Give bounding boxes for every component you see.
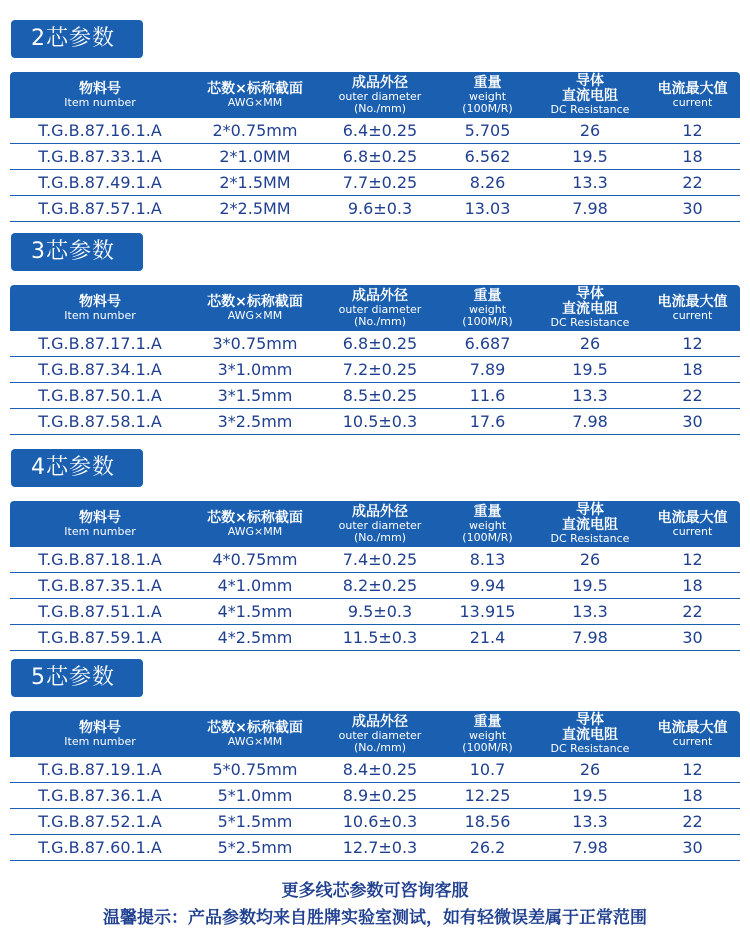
table-cell: 13.03 (464, 199, 511, 218)
table-cell: 3*1.5mm (217, 386, 293, 405)
table-cell: 13.915 (459, 602, 516, 621)
column-header (440, 501, 535, 547)
spec-table (10, 501, 740, 651)
table-cell: 9.94 (469, 576, 506, 595)
table-cell: 26 (579, 760, 601, 779)
column-header-en: AWG×MM (227, 95, 283, 109)
table-row (10, 196, 740, 222)
column-header (10, 501, 190, 547)
column-header-en: AWG×MM (227, 308, 283, 322)
column-header-zh: 重量 (473, 503, 502, 520)
section-title: 3芯参数 (11, 233, 143, 271)
column-header (645, 711, 740, 757)
table-cell: 22 (682, 602, 703, 621)
table-cell: 6.687 (464, 334, 511, 353)
column-header-en2: (No./mm) (354, 740, 406, 754)
table-row (10, 809, 740, 835)
table-cell: 2*1.5MM (219, 173, 291, 192)
column-header (440, 711, 535, 757)
table-cell: T.G.B.87.17.1.A (38, 334, 162, 353)
column-header (320, 72, 440, 118)
column-header-zh: 重量 (473, 287, 502, 304)
column-header-zh: 物料号 (79, 719, 121, 736)
column-header-en: outer diameter (338, 728, 422, 742)
column-header-en: current (672, 308, 713, 322)
table-cell: T.G.B.87.16.1.A (38, 121, 162, 140)
table-cell: 22 (682, 812, 703, 831)
table-cell: T.G.B.87.49.1.A (38, 173, 162, 192)
column-header-zh: 物料号 (79, 509, 121, 526)
column-header (190, 72, 320, 118)
column-header-zh: 成品外径 (352, 287, 408, 304)
column-header-zh: 成品外径 (352, 74, 408, 91)
table-cell: 30 (682, 838, 703, 857)
column-header-en2: (No./mm) (354, 101, 406, 115)
column-header (320, 711, 440, 757)
table-row (10, 835, 740, 861)
table-cell: 21.4 (469, 628, 506, 647)
table-cell: 18 (682, 786, 703, 805)
table-header (10, 285, 740, 331)
column-header-zh: 导体 (576, 712, 604, 728)
column-header-en2: (No./mm) (354, 314, 406, 328)
table-cell: 18 (682, 360, 703, 379)
table-header (10, 501, 740, 547)
column-header-zh: 导体 (576, 286, 604, 302)
footer-line-1: 更多线芯参数可咨询客服 (281, 881, 469, 901)
column-header (535, 285, 645, 331)
table-cell: 7.2±0.25 (342, 360, 418, 379)
table-cell: 3*2.5mm (217, 412, 293, 431)
table-cell: 19.5 (572, 786, 608, 805)
spec-table (10, 711, 740, 861)
table-cell: 9.6±0.3 (347, 199, 413, 218)
column-header-en: Item number (64, 734, 136, 748)
table-cell: 26 (579, 334, 601, 353)
table-cell: 7.89 (469, 360, 506, 379)
table-cell: 4*0.75mm (212, 550, 298, 569)
column-header (190, 711, 320, 757)
table-cell: 2*2.5MM (219, 199, 291, 218)
table-row (10, 409, 740, 435)
table-cell: 7.98 (572, 628, 608, 647)
table-cell: 6.8±0.25 (342, 334, 418, 353)
table-row (10, 573, 740, 599)
table-cell: 19.5 (572, 360, 608, 379)
column-header (320, 285, 440, 331)
table-cell: 11.6 (469, 386, 506, 405)
column-header-en: DC Resistance (550, 103, 630, 116)
table-cell: 7.98 (572, 838, 608, 857)
column-header-zh: 电流最大值 (657, 509, 728, 526)
column-header-zh: 物料号 (79, 293, 121, 310)
column-header-zh2: 直流电阻 (562, 88, 618, 104)
section-title: 4芯参数 (11, 449, 143, 487)
table-row (10, 170, 740, 196)
table-cell: 8.4±0.25 (342, 760, 418, 779)
footer-line-2: 温馨提示：产品参数均来自胜牌实验室测试，如有轻微误差属于正常范围 (103, 908, 647, 928)
column-header-zh2: 直流电阻 (562, 301, 618, 317)
table-cell: 12 (682, 121, 703, 140)
table-row (10, 383, 740, 409)
table-cell: 12.7±0.3 (342, 838, 418, 857)
table-row (10, 599, 740, 625)
table-cell: 10.6±0.3 (342, 812, 418, 831)
table-cell: 3*0.75mm (212, 334, 298, 353)
table-cell: 9.5±0.3 (347, 602, 413, 621)
table-cell: 13.3 (572, 173, 608, 192)
table-cell: 5*1.5mm (217, 812, 293, 831)
table-cell: 3*1.0mm (217, 360, 293, 379)
section-title: 5芯参数 (11, 659, 143, 697)
column-header-en: DC Resistance (550, 316, 630, 329)
column-header-zh: 重量 (473, 713, 502, 730)
table-cell: 5.705 (464, 121, 511, 140)
table-cell: 10.7 (469, 760, 506, 779)
column-header-zh: 物料号 (79, 80, 121, 97)
column-header (440, 72, 535, 118)
column-header-zh: 芯数×标称截面 (207, 293, 303, 310)
column-header-en: AWG×MM (227, 734, 283, 748)
table-cell: 13.3 (572, 812, 608, 831)
table-cell: 19.5 (572, 147, 608, 166)
table-row (10, 331, 740, 357)
table-cell: 4*1.5mm (217, 602, 293, 621)
column-header (320, 501, 440, 547)
column-header-zh: 重量 (473, 74, 502, 91)
table-cell: T.G.B.87.18.1.A (38, 550, 162, 569)
table-cell: 18.56 (464, 812, 511, 831)
column-header-zh2: 直流电阻 (562, 727, 618, 743)
table-cell: 13.3 (572, 602, 608, 621)
table-cell: T.G.B.87.33.1.A (38, 147, 162, 166)
table-cell: 4*1.0mm (217, 576, 293, 595)
column-header (645, 72, 740, 118)
table-cell: 6.8±0.25 (342, 147, 418, 166)
table-cell: 8.26 (469, 173, 506, 192)
table-cell: 17.6 (469, 412, 506, 431)
column-header (10, 711, 190, 757)
column-header-en: outer diameter (338, 518, 422, 532)
table-cell: T.G.B.87.51.1.A (38, 602, 162, 621)
table-cell: 2*0.75mm (212, 121, 298, 140)
table-cell: 12 (682, 550, 703, 569)
column-header-en: current (672, 734, 713, 748)
column-header-en: Item number (64, 308, 136, 322)
column-header (190, 285, 320, 331)
column-header-en: outer diameter (338, 89, 422, 103)
column-header (10, 72, 190, 118)
column-header-en2: (No./mm) (354, 530, 406, 544)
table-cell: 12 (682, 760, 703, 779)
table-cell: T.G.B.87.57.1.A (38, 199, 162, 218)
table-cell: 6.562 (464, 147, 511, 166)
table-cell: 30 (682, 199, 703, 218)
table-cell: 6.4±0.25 (342, 121, 418, 140)
table-cell: 7.98 (572, 412, 608, 431)
column-header-en: DC Resistance (550, 532, 630, 545)
column-header-en: outer diameter (338, 302, 422, 316)
column-header-zh: 芯数×标称截面 (207, 80, 303, 97)
table-cell: 5*1.0mm (217, 786, 293, 805)
table-cell: 19.5 (572, 576, 608, 595)
column-header-en: weight (468, 89, 507, 103)
table-cell: T.G.B.87.50.1.A (38, 386, 162, 405)
table-cell: 8.13 (469, 550, 506, 569)
table-cell: T.G.B.87.59.1.A (38, 628, 162, 647)
column-header (440, 285, 535, 331)
table-cell: 12 (682, 334, 703, 353)
table-cell: 30 (682, 412, 703, 431)
table-row (10, 757, 740, 783)
table-cell: 5*0.75mm (212, 760, 298, 779)
column-header-en: AWG×MM (227, 524, 283, 538)
column-header-zh: 电流最大值 (657, 293, 728, 310)
table-cell: 26 (579, 121, 601, 140)
column-header-en: weight (468, 518, 507, 532)
table-cell: 18 (682, 576, 703, 595)
table-cell: 5*2.5mm (217, 838, 293, 857)
spec-table (10, 72, 740, 222)
section-title: 2芯参数 (11, 20, 143, 58)
table-cell: 8.9±0.25 (342, 786, 418, 805)
table-cell: 11.5±0.3 (342, 628, 418, 647)
table-cell: T.G.B.87.19.1.A (38, 760, 162, 779)
column-header-zh: 电流最大值 (657, 719, 728, 736)
table-cell: T.G.B.87.58.1.A (38, 412, 162, 431)
table-cell: 12.25 (464, 786, 511, 805)
table-cell: T.G.B.87.52.1.A (38, 812, 162, 831)
table-cell: 2*1.0MM (219, 147, 291, 166)
table-row (10, 783, 740, 809)
column-header-en: Item number (64, 524, 136, 538)
table-cell: T.G.B.87.35.1.A (38, 576, 162, 595)
column-header-zh: 芯数×标称截面 (207, 719, 303, 736)
spec-table (10, 285, 740, 435)
column-header-zh: 成品外径 (352, 503, 408, 520)
table-cell: 7.98 (572, 199, 608, 218)
column-header-en: current (672, 95, 713, 109)
column-header-en2: (100M/R) (462, 101, 513, 115)
column-header-en2: (100M/R) (462, 740, 513, 754)
column-header-zh: 芯数×标称截面 (207, 509, 303, 526)
table-cell: T.G.B.87.34.1.A (38, 360, 162, 379)
table-row (10, 547, 740, 573)
column-header-en: current (672, 524, 713, 538)
table-cell: 18 (682, 147, 703, 166)
table-row (10, 357, 740, 383)
table-cell: 22 (682, 173, 703, 192)
table-cell: 4*2.5mm (217, 628, 293, 647)
column-header-en: DC Resistance (550, 742, 630, 755)
column-header-zh2: 直流电阻 (562, 517, 618, 533)
column-header (535, 72, 645, 118)
column-header-zh: 导体 (576, 73, 604, 89)
table-cell: T.G.B.87.36.1.A (38, 786, 162, 805)
table-cell: 22 (682, 386, 703, 405)
table-row (10, 118, 740, 144)
column-header (10, 285, 190, 331)
table-cell: 26.2 (469, 838, 506, 857)
column-header-zh: 成品外径 (352, 713, 408, 730)
table-cell: 8.2±0.25 (342, 576, 418, 595)
table-cell: 8.5±0.25 (342, 386, 418, 405)
column-header-en: weight (468, 728, 507, 742)
column-header-en: weight (468, 302, 507, 316)
column-header-zh: 导体 (576, 502, 604, 518)
column-header (645, 285, 740, 331)
column-header (190, 501, 320, 547)
column-header-zh: 电流最大值 (657, 80, 728, 97)
table-row (10, 625, 740, 651)
table-cell: 7.7±0.25 (342, 173, 418, 192)
table-cell: T.G.B.87.60.1.A (38, 838, 162, 857)
column-header (645, 501, 740, 547)
table-cell: 26 (579, 550, 601, 569)
table-header (10, 711, 740, 757)
table-cell: 7.4±0.25 (342, 550, 418, 569)
table-cell: 10.5±0.3 (342, 412, 418, 431)
column-header (535, 711, 645, 757)
table-cell: 13.3 (572, 386, 608, 405)
column-header-en: Item number (64, 95, 136, 109)
table-cell: 30 (682, 628, 703, 647)
table-row (10, 144, 740, 170)
column-header-en2: (100M/R) (462, 530, 513, 544)
column-header-en2: (100M/R) (462, 314, 513, 328)
column-header (535, 501, 645, 547)
table-header (10, 72, 740, 118)
